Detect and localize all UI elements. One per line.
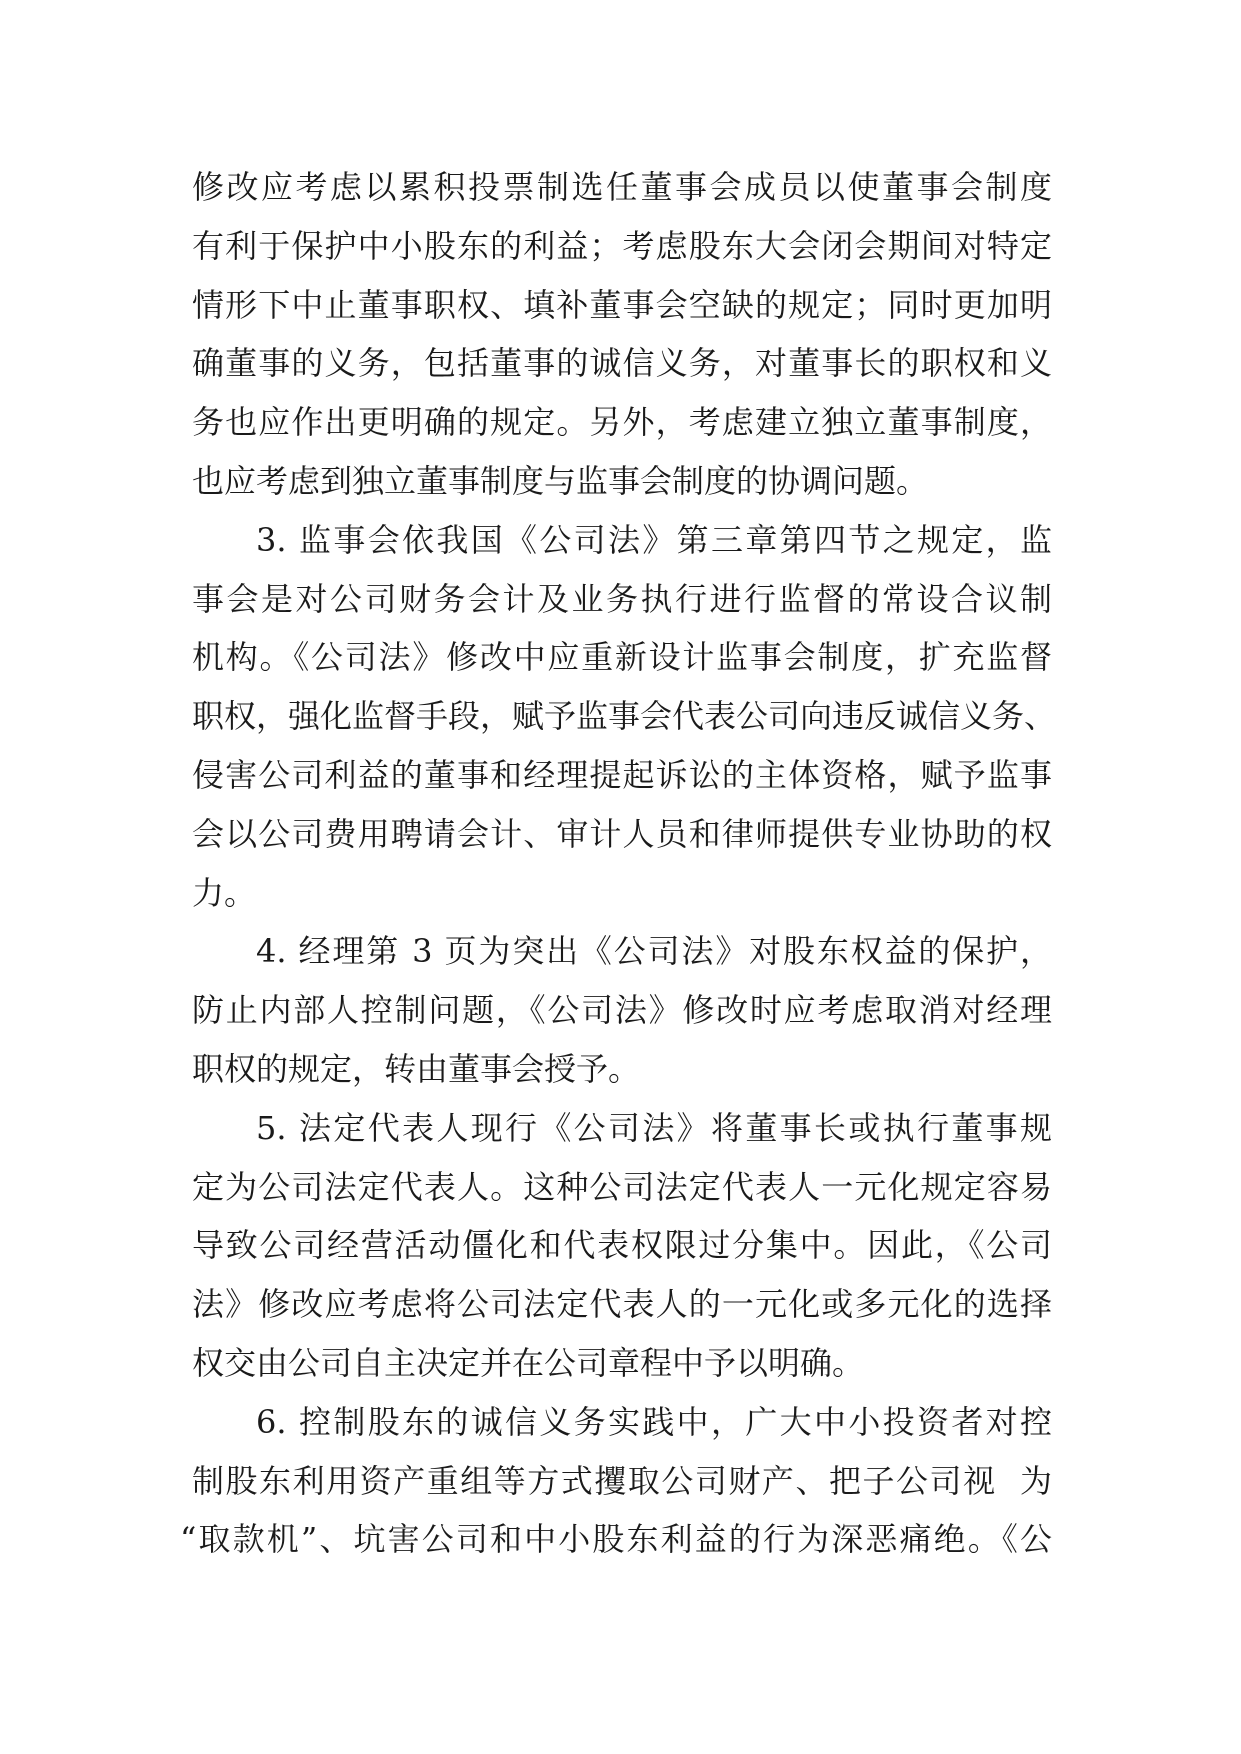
text-line: 确董事的义务，包括董事的诚信义务，对董事长的职权和义 bbox=[192, 344, 1052, 383]
paragraph-start-line: 6. 控制股东的诚信义务实践中，广大中小投资者对控 bbox=[256, 1402, 1052, 1441]
text-line: 情形下中止董事职权、填补董事会空缺的规定；同时更加明 bbox=[192, 285, 1052, 324]
text-line: “取款机”、坑害公司和中小股东利益的行为深恶痛绝。《公 bbox=[180, 1520, 1052, 1559]
text-line: 会以公司费用聘请会计、审计人员和律师提供专业协助的权 bbox=[192, 814, 1052, 853]
text-line: 防止内部人控制问题，《公司法》修改时应考虑取消对经理 bbox=[192, 991, 1052, 1030]
body-text bbox=[180, 158, 1057, 1569]
text-line: 权交由公司自主决定并在公司章程中予以明确。 bbox=[192, 1343, 865, 1382]
text-line: 力。 bbox=[192, 873, 257, 912]
text-line: 定为公司法定代表人。这种公司法定代表人一元化规定容易 bbox=[192, 1167, 1052, 1206]
paragraph-start-line: 3. 监事会依我国《公司法》第三章第四节之规定，监 bbox=[256, 520, 1052, 559]
text-line: 务也应作出更明确的规定。另外，考虑建立独立董事制度， bbox=[192, 403, 1052, 442]
text-line: 有利于保护中小股东的利益；考虑股东大会闭会期间对特定 bbox=[192, 226, 1052, 265]
text-line: 事会是对公司财务会计及业务执行进行监督的常设合议制 bbox=[192, 579, 1052, 618]
text-line: 职权的规定，转由董事会授予。 bbox=[192, 1049, 641, 1088]
paragraph-start-line: 4. 经理第 3 页为突出《公司法》对股东权益的保护， bbox=[256, 932, 1052, 971]
text-line: 导致公司经营活动僵化和代表权限过分集中。因此，《公司 bbox=[192, 1226, 1052, 1265]
text-line: 制股东利用资产重组等方式攫取公司财产、把子公司视 为 bbox=[192, 1461, 1052, 1500]
paragraph-start-line: 5. 法定代表人现行《公司法》将董事长或执行董事规 bbox=[256, 1108, 1052, 1147]
text-line: 修改应考虑以累积投票制选任董事会成员以使董事会制度 bbox=[192, 168, 1052, 206]
text-line: 侵害公司利益的董事和经理提起诉讼的主体资格，赋予监事 bbox=[192, 755, 1052, 794]
text-line: 法》修改应考虑将公司法定代表人的一元化或多元化的选择 bbox=[192, 1285, 1052, 1324]
text-line: 机构。《公司法》修改中应重新设计监事会制度，扩充监督 bbox=[192, 638, 1052, 677]
text-line: 也应考虑到独立董事制度与监事会制度的协调问题。 bbox=[192, 461, 929, 500]
text-line: 职权，强化监督手段，赋予监事会代表公司向违反诚信义务、 bbox=[192, 697, 1057, 736]
